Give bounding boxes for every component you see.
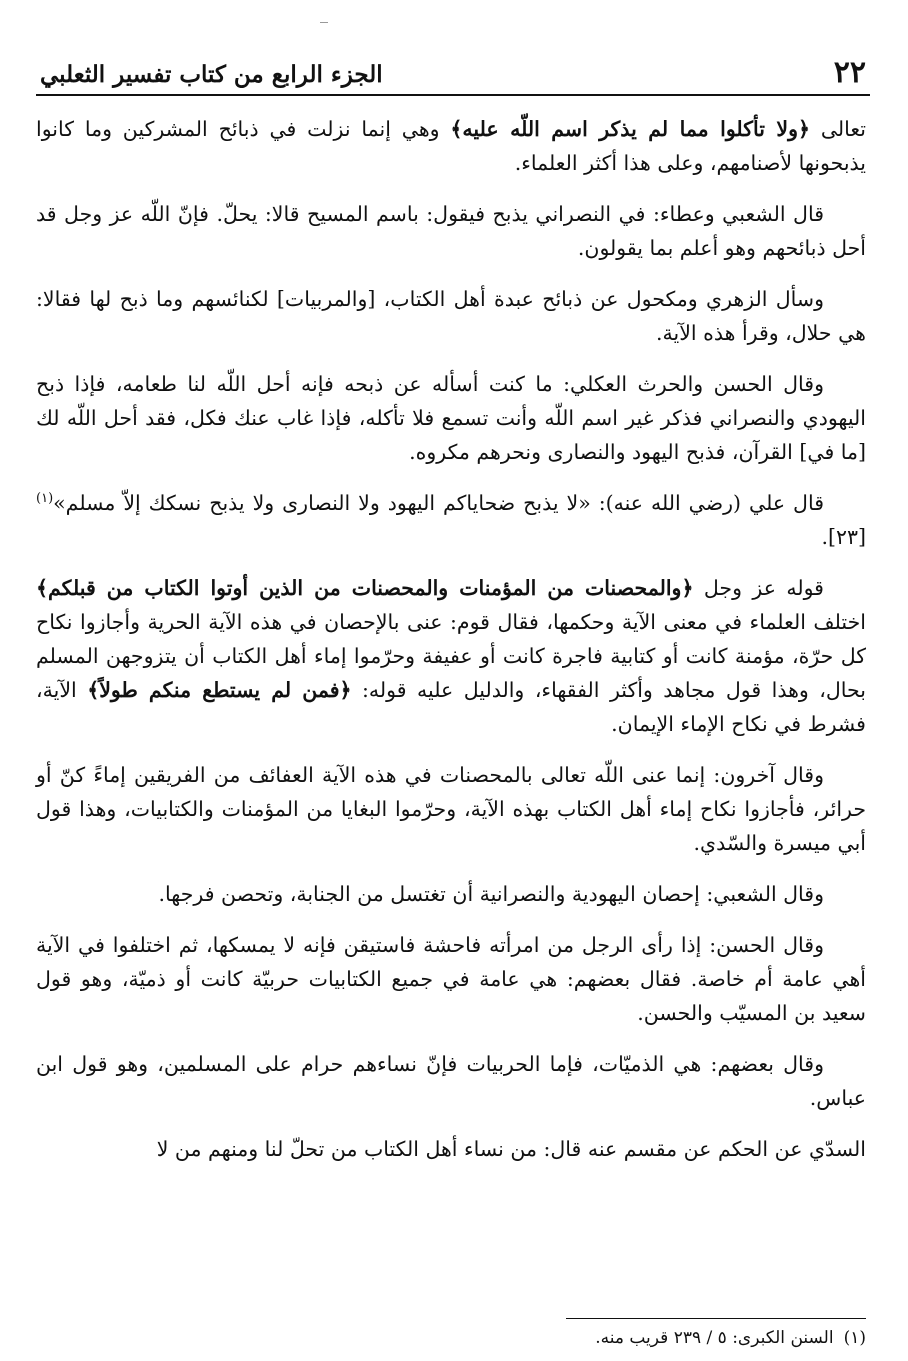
paragraph: وقال الشعبي: إحصان اليهودية والنصرانية أن تغتسل من الجنابة، وتحصن فرجها. xyxy=(158,882,824,906)
quran-quote: ﴿فمن لم يستطع منكم طولاً﴾ xyxy=(87,678,352,702)
paragraph: وقال آخرون: إنما عنى اللّه تعالى بالمحصنات في هذه الآية العفائف من الفريقين إماءً كنّ أو حرائر، فأجازوا نكاح إماء أهل الكتاب بهذه الآية، وحرّموا البغايا من المؤمنات والكتابيات، وهذا قول أبي ميسرة والسّدي. xyxy=(36,763,866,855)
footnote xyxy=(36,1324,866,1352)
footnote-divider xyxy=(566,1318,866,1319)
page-header xyxy=(36,54,870,96)
page-number: ٢٢ xyxy=(833,55,866,90)
paragraph xyxy=(36,112,866,180)
paragraph: السدّي عن الحكم عن مقسم عنه قال: من نساء أهل الكتاب من تحلّ لنا ومنهم من لا xyxy=(156,1137,866,1161)
paragraph: وقال بعضهم: هي الذميّات، فإما الحربيات فإنّ نساءهم حرام على المسلمين، وهو قول ابن عباس. xyxy=(36,1052,866,1110)
text-run: الآية، فشرط في نكاح الإماء الإيمان. xyxy=(36,678,866,736)
quran-quote: ﴿ولا تأكلوا مما لم يذكر اسم اللّه عليه﴾ xyxy=(450,117,810,141)
text-run: تعالى xyxy=(809,117,866,141)
main-text xyxy=(36,112,866,1183)
text-run: قال علي (رضي الله عنه): «لا يذبح ضحاياكم اليهود ولا النصارى ولا يذبح نسكك إلاّ مسلم» xyxy=(53,491,824,515)
text-run: وهي إنما نزلت في ذبائح المشركين وما كانوا يذبحونها لأصنامهم، وعلى هذا أكثر العلماء. xyxy=(36,117,866,175)
text-run: قوله عز وجل xyxy=(693,576,824,600)
scan-mark xyxy=(320,22,328,23)
paragraph: وقال الحسن: إذا رأى الرجل من امرأته فاحشة فاستيقن فإنه لا يمسكها، ثم اختلفوا في الآية أهي عامة أم خاصة. فقال بعضهم: هي عامة في جميع الكتابيات حربيّة كانت أو ذميّة، وهو قول سعيد بن المسيّب والحسن. xyxy=(36,933,866,1025)
paragraph: وسأل الزهري ومكحول عن ذبائح عبدة أهل الكتاب، [والمربيات] لكنائسهم وما ذبح لها فقالا: هي حلال، وقرأ هذه الآية. xyxy=(36,287,866,345)
quran-quote: ﴿والمحصنات من المؤمنات والمحصنات من الذين أوتوا الكتاب من قبلكم﴾ xyxy=(36,576,694,600)
paragraph: وقال الحسن والحرث العكلي: ما كنت أسأله عن ذبحه فإنه أحل اللّه لنا طعامه، فإذا ذبح اليهودي والنصراني فذكر غير اسم اللّه وأنت تسمع فلا تأكله، فإذا غاب عنك فكل، فقد أحل اللّه لك [ما في] القرآن، فذبح اليهود والنصارى ونحرهم مكروه. xyxy=(36,372,866,464)
footnote-text: السنن الكبرى: ٥ / ٢٣٩ قريب منه. xyxy=(595,1328,834,1348)
paragraph xyxy=(36,571,866,741)
paragraph xyxy=(36,486,866,554)
footnote-number: (١) xyxy=(843,1328,866,1348)
text-run: [٢٣]. xyxy=(821,525,866,549)
text-run: اختلف العلماء في معنى الآية وحكمها، فقال قوم: عنى بالإحصان في هذه الآية الحرية وأجازوا نكاح كل حرّة، مؤمنة كانت أو كتابية فاجرة كانت أو عفيفة وحرّموا إماء أهل الكتاب أن يتزوجهن المسلم بحال، وهذا قول مجاهد وأكثر الفقهاء، والدليل عليه قوله: xyxy=(36,610,866,702)
running-title: الجزء الرابع من كتاب تفسير الثعلبي xyxy=(40,61,383,88)
paragraph: قال الشعبي وعطاء: في النصراني يذبح فيقول: باسم المسيح قالا: يحلّ. فإنّ اللّه عز وجل قد أحل ذبائحهم وهو أعلم بما يقولون. xyxy=(36,202,866,260)
footnote-marker: (١) xyxy=(36,491,54,507)
